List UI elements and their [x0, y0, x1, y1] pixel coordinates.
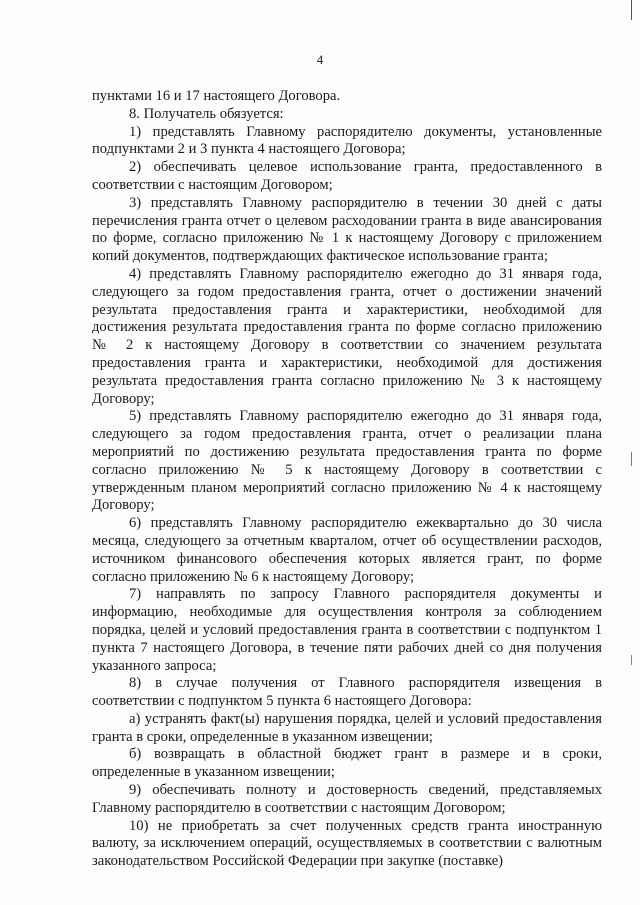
paragraph: 2) обеспечивать целевое использование гранта, предоставленного в соответствии с настоящим Договором; [92, 159, 602, 193]
paragraph: 1) представлять Главному распорядителю документы, установленные подпунктами 2 и 3 пункта 4 настоящего Договора; [92, 123, 602, 158]
paragraph: 5) представлять Главному распорядителю ежегодно до 31 января года, следующего за годом предоставления гранта, отчет о реализации плана мероприятий по достижению результата предоставления гранта по форме согласно приложению № 5 к настоящему Договору в соответствии с утвержденным планом мероприятий согласно приложению № 4 к настоящему Договору; [92, 408, 602, 514]
scan-edge-mark [631, 655, 632, 665]
scan-edge-mark [631, 452, 632, 466]
document-body [92, 88, 602, 871]
paragraph: пунктами 16 и 17 настоящего Договора. [92, 88, 341, 104]
paragraph: а) устранять факт(ы) нарушения порядка, целей и условий предоставления гранта в сроки, определенные в указанном извещении; [92, 710, 602, 745]
paragraph: 7) направлять по запросу Главного распорядителя документы и информацию, необходимые для осуществления контроля за соблюдением порядка, целей и условий предоставления гранта в соответствии с подпунктом 1 пункта 7 настоящего Договора, в течение пяти рабочих дней со дня получения указанного запроса; [92, 586, 602, 674]
paragraph: 8) в случае получения от Главного распорядителя извещения в соответствии с подпунктом 5 пункта 6 настоящего Договора: [92, 675, 602, 710]
paragraph: 8. Получатель обязуется: [129, 105, 284, 122]
paragraph: 6) представлять Главному распорядителю ежеквартально до 30 числа месяца, следующего за отчетным кварталом, отчет об осуществлении расходов, источником финансового обеспечения которых является грант, по форме согласно приложению № 6 к настоящему Договору; [92, 515, 602, 585]
paragraph: 10) не приобретать за счет полученных средств гранта иностранную валюту, за исключением операций, осуществляемых в соответствии с валютным законодательством Российской Федерации при закупке (поставке) [92, 817, 602, 870]
paragraph: 4) представлять Главному распорядителю ежегодно до 31 января года, следующего за годом предоставления гранта, отчет о достижении значений результата предоставления гранта и характеристики, необходимой для достижения результата предоставления гранта по форме согласно приложению № 2 к настоящему Договору в соответствии со значением результата предоставления гранта и характеристики, необходимой для достижения результата предоставления гранта согласно приложению № 3 к настоящему Договору; [92, 265, 602, 407]
paragraph: б) возвращать в областной бюджет грант в размере и в сроки, определенные в указанном извещении; [92, 746, 602, 781]
paragraph: 9) обеспечивать полноту и достоверность сведений, представляемых Главному распорядителю в соответствии с настоящим Договором; [92, 782, 602, 816]
scan-edge-mark [631, 0, 632, 20]
paragraph: 3) представлять Главному распорядителю в течении 30 дней с даты перечисления гранта отчет о целевом расходовании гранта в виде авансирования по форме, согласно приложению № 1 к настоящему Договору с приложением копий документов, подтверждающих фактическое использование гранта; [92, 194, 602, 265]
page-number: 4 [316, 52, 324, 67]
